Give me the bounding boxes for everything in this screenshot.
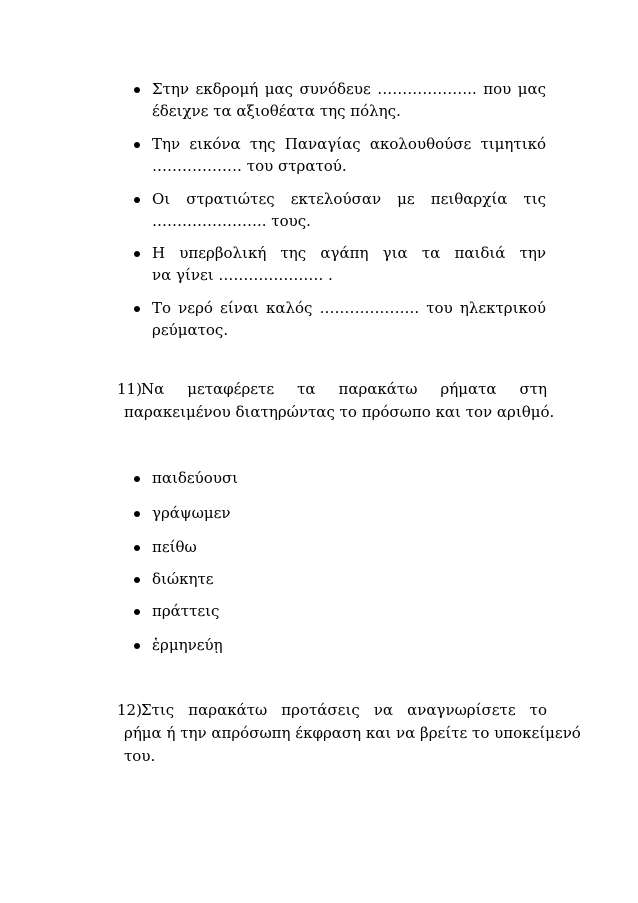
- bullet-icon: [134, 197, 140, 203]
- sentence-line: Οι στρατιώτες εκτελούσαν με πειθαρχία τις: [152, 190, 546, 208]
- question-line: παρακειμένου διατηρώντας το πρόσωπο και τον αριθμό.: [124, 403, 555, 421]
- sentence-line: έδειχνε τα αξιοθέατα της πόλης.: [152, 102, 401, 120]
- bullet-icon: [134, 577, 140, 583]
- sentence-line: Την εικόνα της Παναγίας ακολουθούσε τιμητικό: [152, 135, 546, 153]
- sentence-line: ……………… του στρατού.: [152, 157, 347, 175]
- sentence-line: ………………….. τους.: [152, 212, 311, 230]
- bullet-icon: [134, 87, 140, 93]
- question-line: Να μεταφέρετε τα παρακάτω ρήματα στη: [141, 380, 547, 398]
- sentence-line: ρεύματος.: [152, 321, 229, 339]
- verb-text: πείθω: [152, 538, 197, 556]
- bullet-icon: [134, 251, 140, 257]
- sentence-line: Η υπερβολική της αγάπη για τα παιδιά την: [152, 244, 546, 262]
- sentence-line: να γίνει ………………… .: [152, 266, 333, 284]
- bullet-icon: [134, 545, 140, 551]
- question-line: Στις παρακάτω προτάσεις να αναγνωρίσετε το: [141, 701, 547, 719]
- sentence-line: Στην εκδρομή μας συνόδευε ……………….. που μας: [152, 80, 546, 98]
- verb-text: παιδεύουσι: [152, 469, 239, 487]
- bullet-icon: [134, 609, 140, 615]
- question-line: του.: [124, 747, 156, 765]
- question-number: 11): [117, 380, 142, 398]
- verb-text: πράττεις: [152, 602, 220, 620]
- question-number: 12): [117, 701, 142, 719]
- bullet-icon: [134, 142, 140, 148]
- verb-text: ἑρμηνεύῃ: [152, 636, 223, 654]
- verb-text: γράψωμεν: [152, 504, 231, 522]
- sentence-line: Το νερό είναι καλός ……………….. του ηλεκτρικού: [152, 299, 546, 317]
- bullet-icon: [134, 643, 140, 649]
- verb-text: διώκητε: [152, 570, 214, 588]
- bullet-icon: [134, 511, 140, 517]
- bullet-icon: [134, 476, 140, 482]
- bullet-icon: [134, 306, 140, 312]
- question-line: ρήμα ή την απρόσωπη έκφραση και να βρείτε το υποκείμενό: [124, 724, 581, 742]
